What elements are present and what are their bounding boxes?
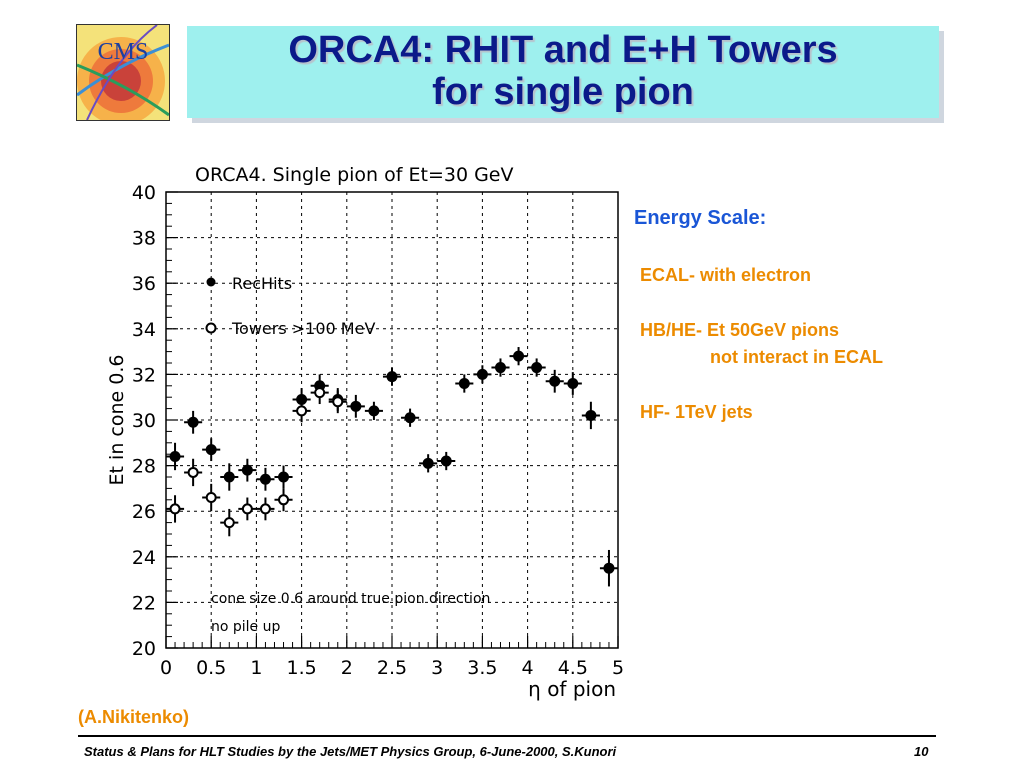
note-hf: HF- 1TeV jets <box>640 402 753 422</box>
open-circle-marker <box>297 406 306 415</box>
x-tick-label: 2 <box>340 657 353 679</box>
note-hb-he: HB/HE- Et 50GeV pions <box>640 320 840 340</box>
filled-circle-marker <box>387 371 398 382</box>
towers-point <box>202 484 220 511</box>
y-tick-labels <box>132 182 156 660</box>
chart-grid <box>166 192 618 648</box>
scatter-chart <box>80 150 640 710</box>
y-tick-label: 30 <box>131 410 156 432</box>
filled-circle-marker <box>423 458 434 469</box>
x-tick-label: 1 <box>250 657 263 679</box>
y-tick-label: 36 <box>131 273 156 296</box>
filled-circle-marker <box>603 563 614 574</box>
page-number: 10 <box>914 744 929 759</box>
x-tick-labels <box>160 657 624 679</box>
footer-divider <box>78 735 936 737</box>
rechits-point <box>473 365 491 383</box>
cms-logo-graphic <box>77 25 169 120</box>
filled-circle-marker <box>260 474 271 485</box>
annotation-cone-size: cone size 0.6 around true pion direction <box>211 591 491 607</box>
filled-circle-marker <box>206 444 217 455</box>
rechits-point <box>564 372 582 395</box>
rechits-point <box>220 463 238 490</box>
y-tick-label: 40 <box>131 182 156 204</box>
rechits-point <box>546 370 564 393</box>
towers-point <box>293 399 311 422</box>
y-tick-label: 32 <box>131 364 156 387</box>
filled-circle-marker <box>224 472 235 483</box>
filled-circle-marker <box>188 417 199 428</box>
rechits-point <box>437 452 455 470</box>
open-circle-marker <box>279 495 288 504</box>
author-credit: (A.Nikitenko) <box>78 707 190 727</box>
cms-logo-text: CMS <box>97 39 149 65</box>
towers-point <box>311 381 329 404</box>
filled-circle-marker <box>170 451 181 462</box>
open-circle-marker <box>207 493 216 502</box>
open-circle-marker <box>189 468 198 477</box>
x-tick-label: 5 <box>611 657 625 679</box>
filled-circle-marker <box>405 412 416 423</box>
y-tick-label: 20 <box>131 638 156 660</box>
rechits-point <box>600 550 618 586</box>
rechits-point <box>256 468 274 491</box>
x-tick-label: 4 <box>521 657 534 679</box>
chart-title: ORCA4. Single pion of Et=30 GeV <box>195 164 514 186</box>
x-tick-label: 1.5 <box>286 657 317 679</box>
x-tick-label: 2.5 <box>376 657 408 679</box>
towers-point <box>184 459 202 486</box>
y-tick-label: 24 <box>131 546 156 569</box>
y-tick-label: 22 <box>131 592 156 615</box>
towers-point <box>220 509 238 536</box>
rechits-point <box>365 402 383 420</box>
filled-circle-marker <box>242 465 253 476</box>
filled-circle-marker <box>459 378 470 389</box>
rechits-point <box>510 347 528 365</box>
towers-point <box>238 498 256 521</box>
x-tick-label: 3.5 <box>467 657 498 679</box>
filled-circle-marker <box>368 405 379 416</box>
cms-logo <box>76 24 170 121</box>
towers-point <box>274 488 292 511</box>
filled-circle-marker <box>495 362 506 373</box>
rechits-point <box>202 438 220 461</box>
legend-marker-rechits <box>207 278 216 287</box>
filled-circle-marker <box>441 456 452 467</box>
towers-point <box>329 390 347 413</box>
energy-scale-heading: Energy Scale: <box>634 207 767 229</box>
rechits-point <box>491 358 509 376</box>
rechits-point <box>401 409 419 427</box>
open-circle-marker <box>315 388 324 397</box>
annotation-pile-up: no pile up <box>211 619 281 635</box>
filled-circle-marker <box>477 369 488 380</box>
towers-point <box>256 498 274 521</box>
x-tick-label: 3 <box>431 657 444 679</box>
y-tick-label: 26 <box>131 501 156 524</box>
rechits-point <box>419 454 437 472</box>
filled-circle-marker <box>567 378 578 389</box>
note-not-interact: not interact in ECAL <box>710 347 884 367</box>
footer-text: Status & Plans for HLT Studies by the Jets/MET Physics Group, 6-June-2000, S.Kunori <box>84 744 617 759</box>
rechits-point <box>383 368 401 386</box>
filled-circle-marker <box>350 401 361 412</box>
note-ecal: ECAL- with electron <box>640 265 812 285</box>
y-tick-label: 28 <box>131 455 156 478</box>
rechits-point <box>455 374 473 392</box>
open-circle-marker <box>261 504 270 513</box>
open-circle-marker <box>243 504 252 513</box>
title-box <box>187 26 939 118</box>
filled-circle-marker <box>278 472 289 483</box>
rechits-point <box>347 395 365 418</box>
legend-label-towers: Towers >100 MeV <box>232 319 376 338</box>
legend-label-rechits: RecHits <box>232 274 293 293</box>
filled-circle-marker <box>513 351 524 362</box>
filled-circle-marker <box>549 376 560 387</box>
x-axis-label: η of pion <box>528 677 616 701</box>
x-tick-label: 4.5 <box>557 657 588 679</box>
x-tick-label: 0 <box>159 657 173 679</box>
filled-circle-marker <box>585 410 596 421</box>
slide-title-line-1: ORCA4: RHIT and E+H Towers <box>288 29 838 71</box>
open-circle-marker <box>171 504 180 513</box>
rechits-point <box>184 411 202 434</box>
filled-circle-marker <box>531 362 542 373</box>
y-tick-label: 38 <box>131 227 156 250</box>
rechits-point <box>582 402 600 429</box>
rechits-point <box>238 459 256 482</box>
slide-title-line-2: for single pion <box>432 71 694 113</box>
rechits-point <box>274 466 292 489</box>
y-tick-label: 34 <box>131 318 156 341</box>
open-circle-marker <box>225 518 234 527</box>
y-axis-label: Et in cone 0.6 <box>106 354 128 486</box>
open-circle-marker <box>333 397 342 406</box>
x-tick-label: 0.5 <box>196 657 227 679</box>
legend-marker-towers <box>207 324 216 333</box>
